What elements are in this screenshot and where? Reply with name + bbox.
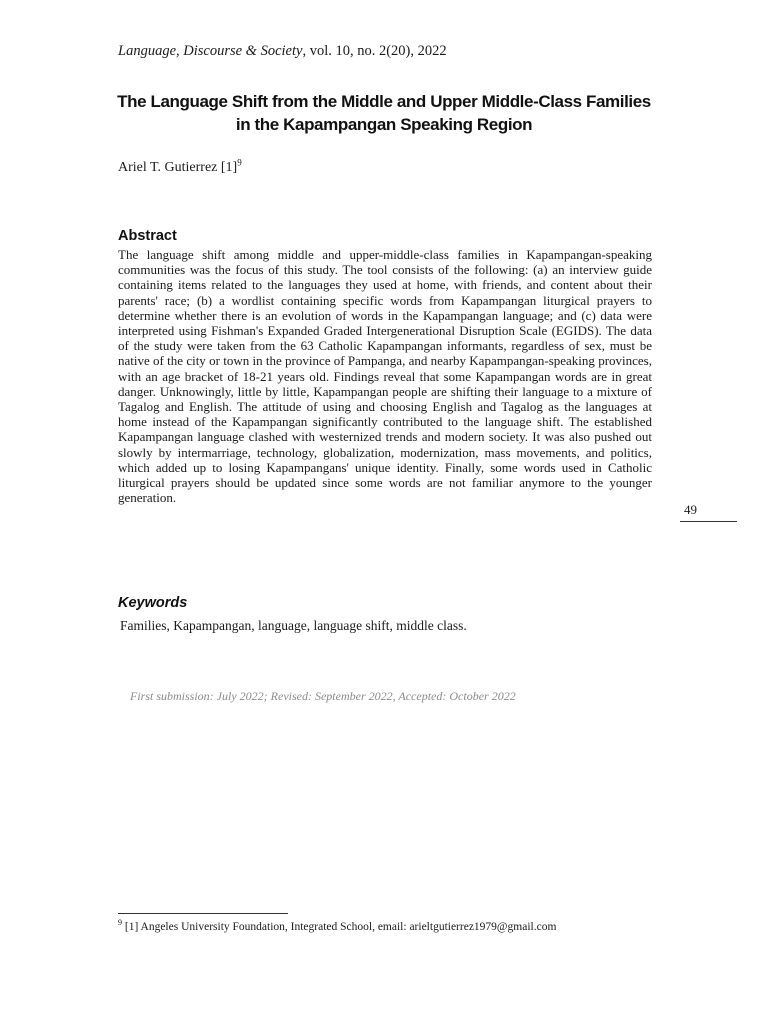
- footnote-mark: 9: [118, 918, 122, 928]
- title-line-2: in the Kapampangan Speaking Region: [235, 115, 533, 134]
- author-name: Ariel T. Gutierrez [1]: [118, 160, 238, 175]
- footnote-divider: [118, 913, 288, 914]
- journal-name: Language, Discourse & Society: [118, 43, 303, 59]
- page-number-rule: [680, 521, 737, 522]
- journal-issue: , vol. 10, no. 2(20), 2022: [302, 43, 447, 59]
- footnote: [118, 918, 557, 933]
- page-number: 49: [684, 502, 697, 517]
- keywords-heading: Keywords: [118, 595, 188, 611]
- title-line-1: The Language Shift from the Middle and Upper Middle-Class Families: [117, 92, 651, 111]
- author-footnote-mark[interactable]: 9: [237, 157, 242, 168]
- submission-dates: First submission: July 2022; Revised: September 2022, Accepted: October 2022: [130, 689, 516, 703]
- abstract-text: The language shift among middle and upper-middle-class families in Kapampangan-speaking communities was the focus of this study. The tool consists of the following: (a) an interview guide containing items related to the languages they used at home, with friends, and content about their parents' race; (b) a wordlist containing specific words from Kapampangan liturgical prayers to determine whether there is an evolution of words in the Kapampangan language; and (c) data were interpreted using Fishman's Expanded Graded Intergenerational Disruption Scale (EGIDS). The data of the study were taken from the 63 Catholic Kapampangan informants, regardless of sex, must be native of the city or town in the province of Pampanga, and nearby Kapampangan-speaking provinces, with an age bracket of 18-21 years old. Findings reveal that some Kapampangan words are in great danger. Unknowingly, little by little, Kapampangan people are shifting their language to a mixture of Tagalog and English. The attitude of using and choosing English and Tagalog as the languages at home instead of the Kapampangan significantly contributed to the language shift. The established Kapampangan language clashed with westernized trends and modern society. It was also pushed out slowly by intermarriage, technology, globalization, modernization, mass movements, and politics, which added up to losing Kapampangans' unique identity. Finally, some words used in Catholic liturgical prayers should be updated since some words are not familiar anymore to the younger generation.: [118, 247, 652, 506]
- running-header: [118, 43, 447, 60]
- paper-title: [100, 90, 668, 136]
- footnote-text: [1] Angeles University Foundation, Integrated School, email: arieltgutierrez1979@gmail.com: [122, 921, 557, 933]
- abstract-heading: Abstract: [118, 228, 177, 244]
- author-line: [118, 157, 242, 176]
- keywords-text: Families, Kapampangan, language, language shift, middle class.: [120, 618, 467, 633]
